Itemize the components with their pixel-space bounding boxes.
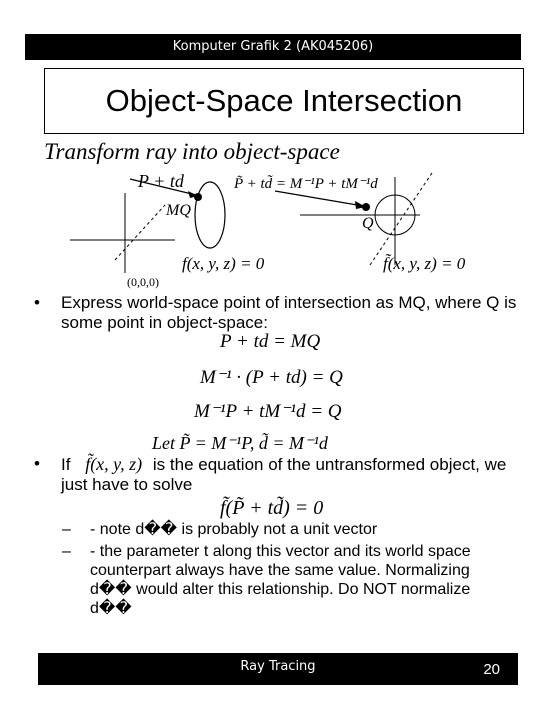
world-diagonal <box>115 205 165 260</box>
object-intersection-point <box>362 203 370 211</box>
untransformed-function: f̃(x, y, z) <box>85 454 143 474</box>
equation-let-definitions: Let P̃ = M⁻¹P, d̃ = M⁻¹d <box>152 433 328 453</box>
world-intersection-point <box>194 193 202 201</box>
equation-expanded: M⁻¹P + tM⁻¹d = Q <box>194 401 342 422</box>
footer-bar <box>38 653 518 685</box>
course-header-bar <box>25 34 521 60</box>
transform-diagram <box>60 165 510 295</box>
subpoint-parameter-t <box>62 542 510 618</box>
bullet-text: Express world-space point of intersection as MQ, where Q is some point in object-space: <box>61 293 517 332</box>
bullet-solve-equation <box>34 454 521 495</box>
subpoint-marker: – <box>62 521 71 538</box>
bullet-if: If <box>61 455 71 474</box>
world-surface-equation: f(x, y, z) = 0 <box>182 254 265 273</box>
course-title: Komputer Grafik 2 (AK045206) <box>172 39 374 54</box>
object-surface-equation: f̃(x, y, z) = 0 <box>383 254 466 273</box>
bullet-text: is the equation of the untransformed object, we just have to solve <box>61 455 507 494</box>
object-diagonal <box>370 173 432 265</box>
bullet-marker: • <box>34 293 40 312</box>
page-number: 20 <box>483 661 500 678</box>
subpoint-text: - the parameter t along this vector and its world space counterpart always have the same value. Normalizing d�� would alter this relationship. Do NOT normalize d�� <box>90 543 471 617</box>
world-point-label: MQ <box>166 202 191 219</box>
footer-label: Ray Tracing <box>240 659 316 674</box>
object-ray <box>275 191 363 206</box>
equation-ray-equals-mq: P + td = MQ <box>220 331 321 352</box>
subpoint-text: - note d�� is probably not a unit vector <box>90 521 378 538</box>
object-point-label: Q <box>362 215 374 232</box>
object-ray-equation: P̃ + td̃ = M⁻¹P + tM⁻¹d <box>234 176 378 192</box>
slide-subtitle: Transform ray into object-space <box>44 139 340 164</box>
equation-inverse-transform: M⁻¹ · (P + td) = Q <box>200 367 343 388</box>
origin-label: (0,0,0) <box>127 275 159 289</box>
subpoint-not-unit-vector <box>62 520 510 539</box>
subpoint-marker: – <box>62 543 71 560</box>
title-box <box>44 68 524 134</box>
slide-title: Object-Space Intersection <box>105 83 463 118</box>
world-ray-label: P + td <box>138 171 184 191</box>
bullet-express-point <box>34 293 521 333</box>
bullet-marker: • <box>34 454 40 473</box>
equation-solve: f̃(P̃ + td̃) = 0 <box>220 497 324 519</box>
world-object-ellipse <box>195 182 225 248</box>
